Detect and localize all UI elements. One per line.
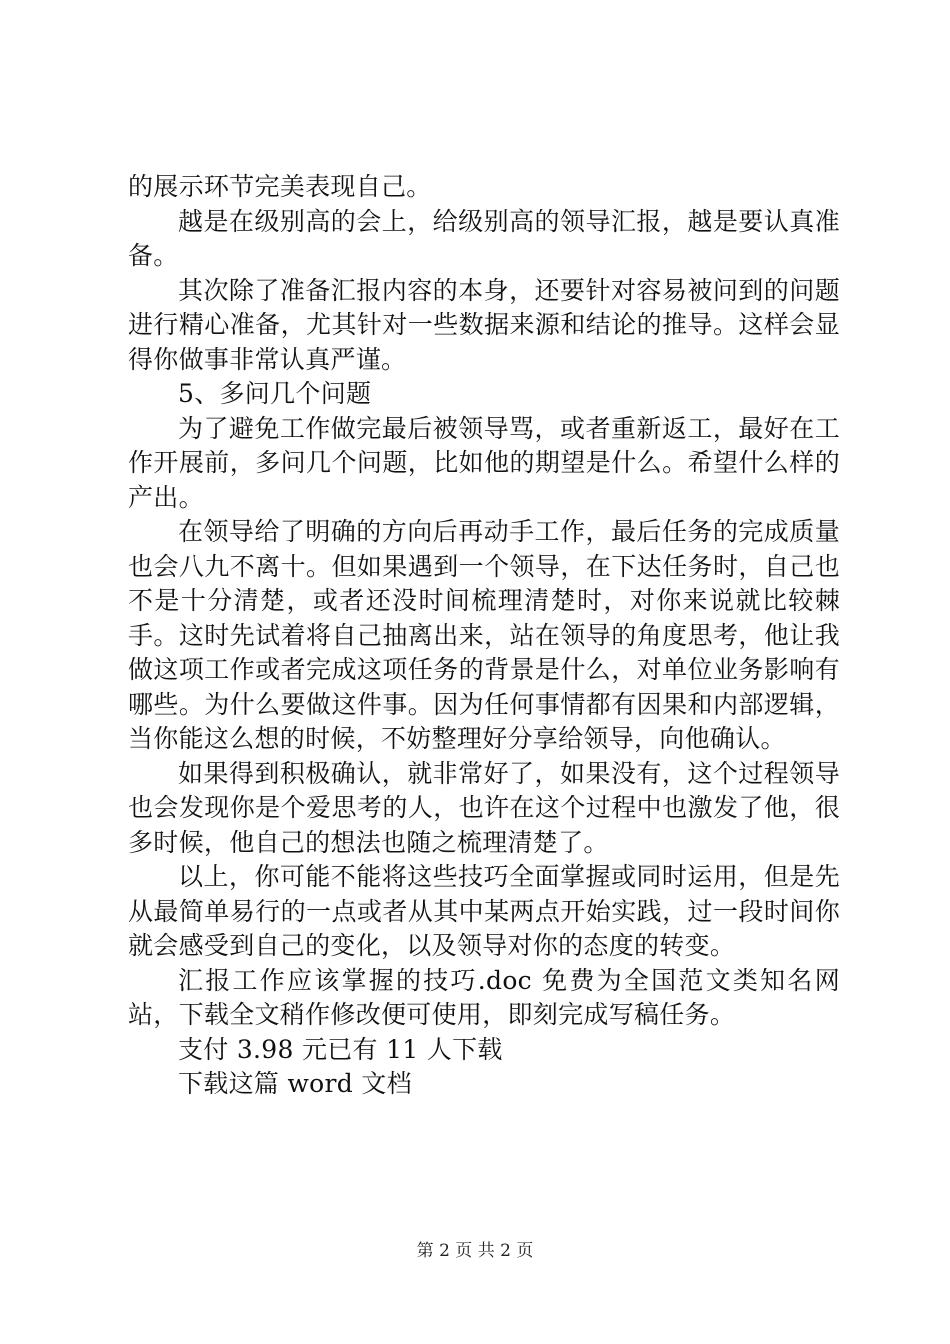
paragraph: 越是在级别高的会上，给级别高的领导汇报，越是要认真准备。 <box>128 206 840 270</box>
paragraph: 以上，你可能不能将这些技巧全面掌握或同时运用，但是先从最简单易行的一点或者从其中某两点开始实践，过一段时间你就会感受到自己的变化，以及领导对你的态度的转变。 <box>128 862 840 960</box>
download-price-line: 支付 3.98 元已有 11 人下载 <box>178 1034 503 1064</box>
paragraph: 在领导给了明确的方向后再动手工作，最后任务的完成质量也会八九不离十。但如果遇到一个领导，在下达任务时，自己也不是十分清楚，或者还没时间梳理清楚时，对你来说就比较棘手。这时先试着将自己抽离出来，站在领导的角度思考，他让我做这项工作或者完成这项任务的背景是什么，对单位业务影响有哪些。为什么要做这件事。因为任何事情都有因果和内部逻辑，当你能这么想的时候，不妨整理好分享给领导，向他确认。 <box>128 517 840 753</box>
paragraph-continuation: 的展示环节完美表现自己。 <box>128 172 432 201</box>
paragraph: 其次除了准备汇报内容的本身，还要针对容易被问到的问题进行精心准备，尤其针对一些数据来源和结论的推导。这样会显得你做事非常认真严谨。 <box>128 275 840 374</box>
document-body <box>128 170 840 1102</box>
paragraph: 如果得到积极确认，就非常好了，如果没有，这个过程领导也会发现你是个爱思考的人，也许在这个过程中也激发了他，很多时候，他自己的想法也随之梳理清楚了。 <box>128 758 840 857</box>
promo-paragraph: 汇报工作应该掌握的技巧.doc 免费为全国范文类知名网站，下载全文稍作修改便可使用，即刻完成写稿任务。 <box>128 965 840 1029</box>
section-heading: 5、多问几个问题 <box>178 379 372 408</box>
paragraph: 为了避免工作做完最后被领导骂，或者重新返工，最好在工作开展前，多问几个问题，比如他的期望是什么。希望什么样的产出。 <box>128 413 840 512</box>
page-number-footer: 第 2 页 共 2 页 <box>416 1241 534 1261</box>
download-document-link[interactable]: 下载这篇 word 文档 <box>178 1069 412 1098</box>
